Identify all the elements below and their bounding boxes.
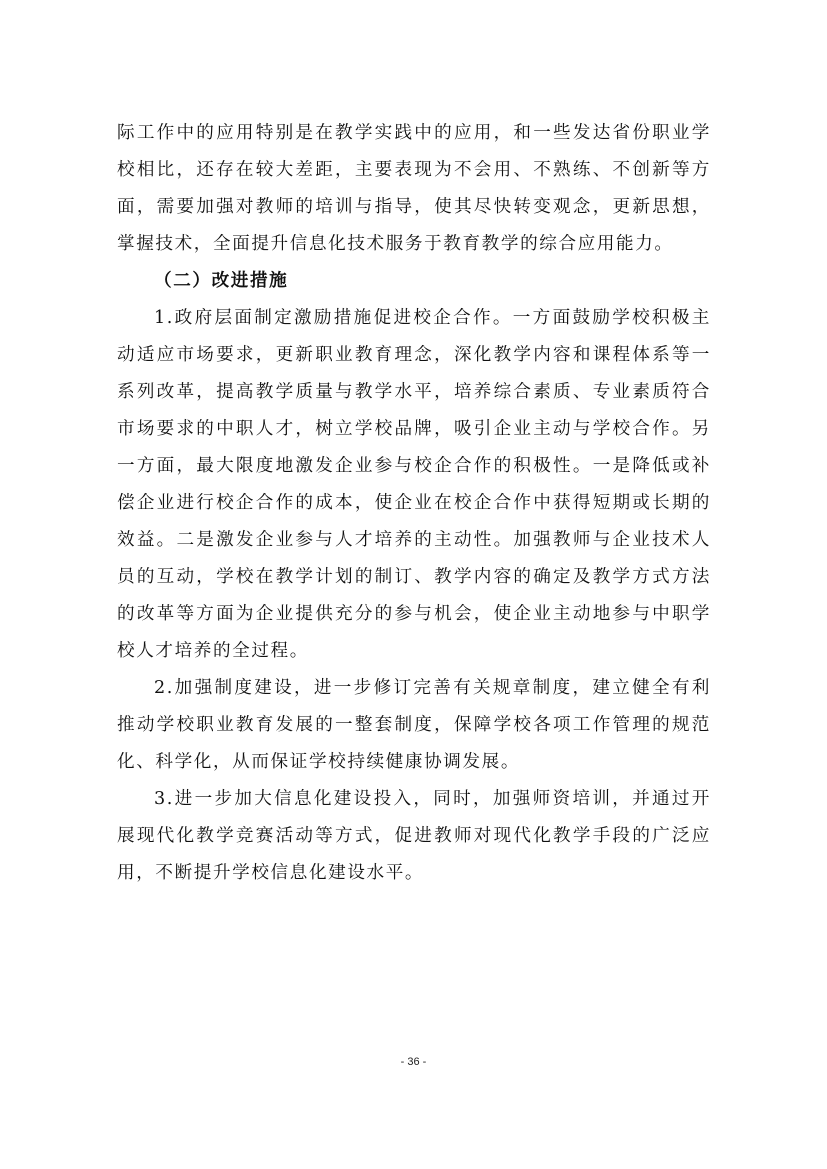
section-heading: （二）改进措施 [154,271,289,291]
paragraph-line: 市场要求的中职人才，树立学校品牌，吸引企业主动与学校合作。另 [117,419,711,439]
paragraph-line: 一方面，最大限度地激发企业参与校企合作的积极性。一是降低或补 [117,456,711,476]
paragraph-line: 动适应市场要求，更新职业教育理念，深化教学内容和课程体系等一 [117,345,711,365]
paragraph-line: 效益。二是激发企业参与人才培养的主动性。加强教师与企业技术人 [117,530,711,550]
paragraph-1 [117,115,711,263]
paragraph-line: 1.政府层面制定激励措施促进校企合作。一方面鼓励学校积极主 [154,308,711,328]
document-body [117,115,711,892]
paragraph-line: 员的互动，学校在教学计划的制订、教学内容的确定及教学方式方法 [117,567,711,587]
paragraph-line: 3.进一步加大信息化建设投入，同时，加强师资培训，并通过开 [154,789,711,809]
paragraph-line: 校相比，还存在较大差距，主要表现为不会用、不熟练、不创新等方 [117,160,711,180]
paragraph-line: 面，需要加强对教师的培训与指导，使其尽快转变观念，更新思想， [117,197,711,217]
paragraph-line: 偿企业进行校企合作的成本，使企业在校企合作中获得短期或长期的 [117,493,711,513]
paragraph-line: 的改革等方面为企业提供充分的参与机会，使企业主动地参与中职学 [117,604,711,624]
paragraph-line: 际工作中的应用特别是在教学实践中的应用，和一些发达省份职业学 [117,123,711,143]
page-number: - 36 - [400,1056,427,1068]
paragraph-line: 用，不断提升学校信息化建设水平。 [117,863,425,883]
paragraph-line: 掌握技术，全面提升信息化技术服务于教育教学的综合应用能力。 [117,234,674,254]
paragraph-line: 校人才培养的全过程。 [117,641,309,661]
paragraph-line: 2.加强制度建设，进一步修订完善有关规章制度，建立健全有利 [154,678,711,698]
paragraph-line: 化、科学化，从而保证学校持续健康协调发展。 [117,752,521,772]
measure-1-paragraph [117,300,711,670]
paragraph-line: 推动学校职业教育发展的一整套制度，保障学校各项工作管理的规范 [117,715,711,735]
paragraph-line: 展现代化教学竞赛活动等方式，促进教师对现代化教学手段的广泛应 [117,826,711,846]
measure-3-paragraph [117,781,711,892]
paragraph-line: 系列改革，提高教学质量与教学水平，培养综合素质、专业素质符合 [117,382,711,402]
measure-2-paragraph [117,670,711,781]
